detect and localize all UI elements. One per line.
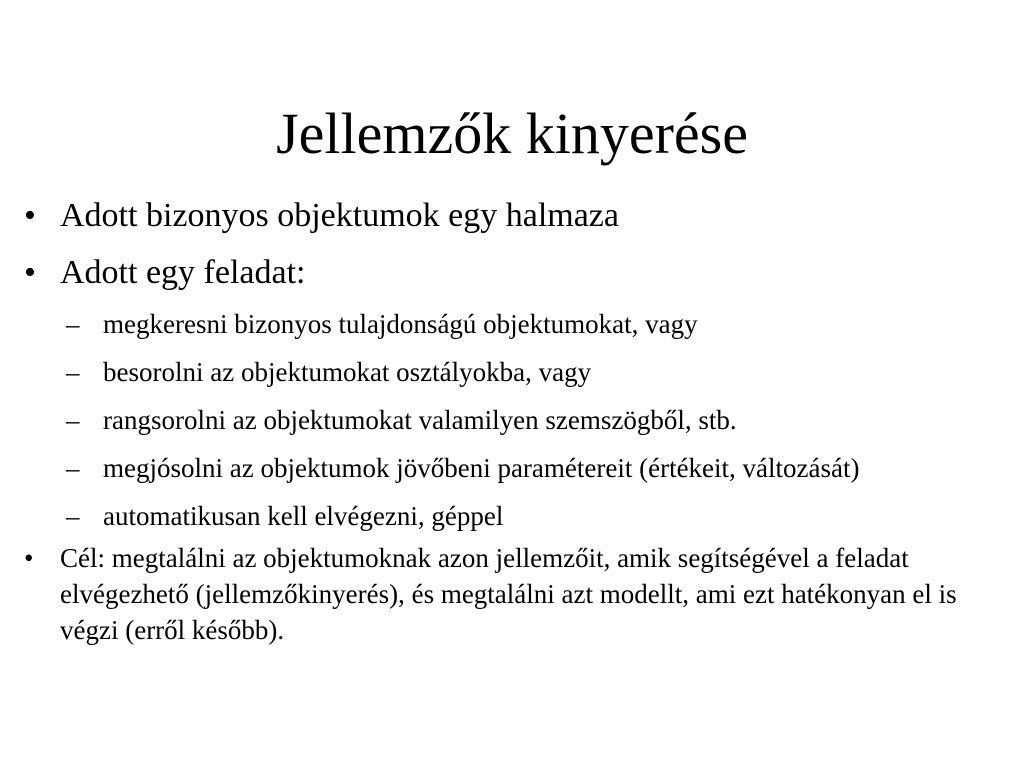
sub-bullet-text: rangsorolni az objektumokat valamilyen szemszögből, stb. (103, 405, 737, 435)
bullet-item (22, 253, 1002, 293)
dash-marker: – (66, 405, 80, 435)
bullet-marker: • (24, 543, 34, 573)
sub-bullet-item (66, 451, 923, 486)
dash-marker: – (66, 309, 80, 339)
sub-bullet-text: megjósolni az objektumok jövőbeni paramétereit (értékeit, változását) (103, 453, 860, 483)
sub-bullet-item (66, 355, 1002, 390)
sub-bullet-item (66, 403, 1002, 438)
slide-content (22, 196, 1002, 648)
sub-bullet-text: besorolni az objektumokat osztályokba, vagy (103, 357, 592, 387)
bullet-text: Adott egy feladat: (60, 254, 306, 291)
sub-bullet-item (66, 499, 1002, 534)
dash-marker: – (66, 453, 80, 483)
goal-text: Cél: megtalálni az objektumoknak azon jellemzőit, amik segítségével a feladat elvégezhető (jellemzőkinyerés), és megtalálni azt modellt, ami ezt hatékonyan el is végzi (erről később). (60, 543, 957, 645)
bullet-marker: • (24, 197, 36, 234)
bullet-item (22, 196, 1002, 236)
bullet-marker: • (24, 254, 36, 291)
sub-bullet-text: megkeresni bizonyos tulajdonságú objektumokat, vagy (103, 309, 698, 339)
bullet-text: Adott bizonyos objektumok egy halmaza (60, 197, 619, 234)
dash-marker: – (66, 501, 80, 531)
sub-bullet-item (66, 307, 1002, 342)
dash-marker: – (66, 357, 80, 387)
sub-bullet-text: automatikusan kell elvégezni, géppel (103, 501, 504, 531)
slide-title: Jellemzők kinyerése (276, 101, 748, 166)
goal-bullet-item (22, 540, 990, 648)
